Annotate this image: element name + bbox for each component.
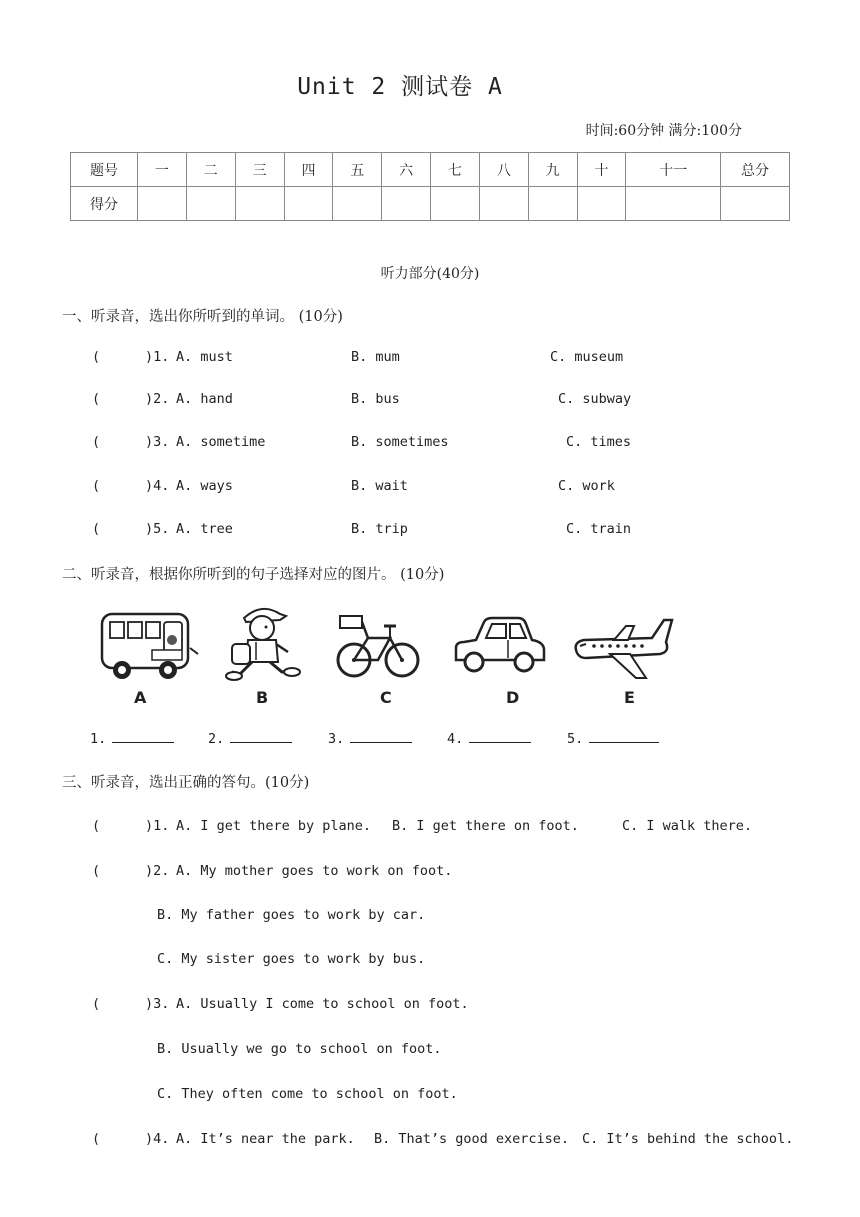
option-a: A. I get there by plane.: [176, 818, 372, 834]
answer-blank-1[interactable]: 1.: [90, 730, 174, 747]
answer-blank-3[interactable]: 3.: [328, 730, 412, 747]
column-header: 九: [528, 153, 577, 187]
time-score-info: 时间:60分钟 满分:100分: [585, 123, 742, 139]
row-label-score: 得分: [71, 187, 138, 221]
column-header: 七: [431, 153, 480, 187]
car-icon: [450, 602, 548, 684]
answer-paren[interactable]: (: [92, 349, 101, 365]
score-cell[interactable]: [138, 187, 187, 221]
walking-boy-icon: [222, 602, 302, 684]
option-b: B. wait: [351, 478, 408, 494]
column-header: 三: [235, 153, 284, 187]
section1-title: 一、听录音，选出你所听到的单词。 (10分): [62, 309, 343, 325]
option-a: A. ways: [176, 478, 233, 494]
question-number: )5.: [145, 521, 170, 537]
option-a: A. sometime: [176, 434, 266, 450]
option-a: A. Usually I come to school on foot.: [176, 996, 469, 1012]
listening-part-title: 听力部分(40分): [380, 266, 480, 282]
column-header: 十: [577, 153, 626, 187]
score-table: [70, 152, 790, 221]
plane-icon: [570, 602, 674, 684]
column-header: 六: [382, 153, 431, 187]
score-cell[interactable]: [528, 187, 577, 221]
answer-paren[interactable]: (: [92, 818, 101, 834]
page-title: Unit 2 测试卷 A: [297, 74, 503, 100]
section3-title: 三、听录音，选出正确的答句。(10分): [62, 775, 310, 791]
score-cell[interactable]: [721, 187, 790, 221]
score-cell[interactable]: [235, 187, 284, 221]
bicycle-icon: [334, 602, 420, 684]
question-number: )3.: [145, 996, 170, 1012]
picture-label: B: [256, 688, 269, 707]
score-cell[interactable]: [479, 187, 528, 221]
answer-blank-5[interactable]: 5.: [567, 730, 659, 747]
option-b: B. That’s good exercise.: [374, 1131, 570, 1147]
option-c: C. times: [566, 434, 632, 450]
answer-blank-2[interactable]: 2.: [208, 730, 292, 747]
question-number: )3.: [145, 434, 170, 450]
option-c: C. It’s behind the school.: [582, 1131, 794, 1147]
option-c: C. subway: [558, 391, 632, 407]
column-header: 总分: [721, 153, 790, 187]
picture-label: D: [506, 688, 520, 707]
option-b: B. I get there on foot.: [392, 818, 579, 834]
table-row: [71, 153, 790, 187]
question-number: )1.: [145, 818, 170, 834]
option-b: B. Usually we go to school on foot.: [157, 1041, 442, 1057]
question-number: )4.: [145, 478, 170, 494]
option-b: B. My father goes to work by car.: [157, 907, 426, 923]
option-c: C. train: [566, 521, 632, 537]
option-a: A. My mother goes to work on foot.: [176, 863, 453, 879]
answer-blank-4[interactable]: 4.: [447, 730, 531, 747]
column-header: 八: [479, 153, 528, 187]
option-c: C. My sister goes to work by bus.: [157, 951, 426, 967]
score-cell[interactable]: [626, 187, 721, 221]
question-number: )4.: [145, 1131, 170, 1147]
answer-paren[interactable]: (: [92, 863, 101, 879]
column-header: 二: [186, 153, 235, 187]
answer-paren[interactable]: (: [92, 478, 101, 494]
option-c: C. I walk there.: [622, 818, 753, 834]
option-b: B. mum: [351, 349, 400, 365]
option-a: A. hand: [176, 391, 233, 407]
column-header: 十一: [626, 153, 721, 187]
picture-label: E: [624, 688, 635, 707]
column-header: 一: [138, 153, 187, 187]
column-header: 四: [284, 153, 333, 187]
option-c: C. They often come to school on foot.: [157, 1086, 458, 1102]
answer-paren[interactable]: (: [92, 521, 101, 537]
question-number: )2.: [145, 391, 170, 407]
option-a: A. tree: [176, 521, 233, 537]
score-cell[interactable]: [577, 187, 626, 221]
answer-paren[interactable]: (: [92, 391, 101, 407]
option-c: C. museum: [550, 349, 624, 365]
picture-label: A: [134, 688, 147, 707]
option-b: B. bus: [351, 391, 400, 407]
row-label-question: 题号: [71, 153, 138, 187]
score-cell[interactable]: [382, 187, 431, 221]
picture-label: C: [380, 688, 392, 707]
option-a: A. It’s near the park.: [176, 1131, 355, 1147]
question-number: )2.: [145, 863, 170, 879]
score-cell[interactable]: [186, 187, 235, 221]
option-c: C. work: [558, 478, 615, 494]
answer-paren[interactable]: (: [92, 996, 101, 1012]
answer-paren[interactable]: (: [92, 434, 101, 450]
score-cell[interactable]: [333, 187, 382, 221]
option-b: B. trip: [351, 521, 408, 537]
score-cell[interactable]: [284, 187, 333, 221]
answer-paren[interactable]: (: [92, 1131, 101, 1147]
table-row: [71, 187, 790, 221]
score-cell[interactable]: [431, 187, 480, 221]
bus-icon: [98, 602, 202, 684]
section2-title: 二、听录音，根据你所听到的句子选择对应的图片。 (10分): [62, 567, 445, 583]
column-header: 五: [333, 153, 382, 187]
option-a: A. must: [176, 349, 233, 365]
question-number: )1.: [145, 349, 170, 365]
option-b: B. sometimes: [351, 434, 449, 450]
